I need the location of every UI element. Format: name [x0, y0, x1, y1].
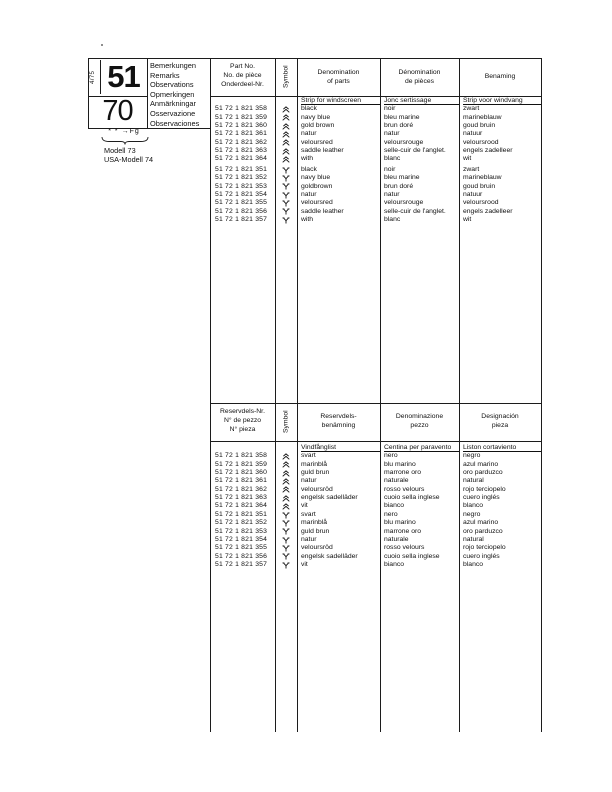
- part-number: 51 72 1 821 357: [215, 561, 268, 569]
- double-chevron-up-icon: [275, 494, 297, 502]
- group-heading: Strip voor windvang: [463, 97, 541, 105]
- header2-top-border: [210, 403, 541, 404]
- description-col2: natur: [384, 130, 400, 138]
- description-col3: wit: [463, 155, 472, 163]
- part-row: [210, 519, 541, 527]
- double-chevron-up-icon: [275, 155, 297, 163]
- reservdels-nr-header-line: Reservdels-Nr.: [220, 408, 265, 415]
- description-col3: zwart: [463, 105, 480, 113]
- description-col1: veloursröd: [301, 485, 333, 493]
- denomination-fr-header: [380, 68, 459, 86]
- group-heading-cell: [459, 444, 541, 452]
- part-row: [210, 216, 541, 224]
- fork-down-icon: [275, 511, 297, 519]
- part-number: 51 72 1 821 362: [215, 485, 268, 493]
- benaming-header: [459, 72, 541, 81]
- group-heading-cell: [297, 444, 380, 452]
- symbol-header-2: Symbol: [282, 410, 290, 434]
- description-col3: natural: [463, 477, 484, 485]
- description-col3: azul marino: [463, 460, 499, 468]
- description-col3: natural: [463, 536, 484, 544]
- reservdels-nr-header-line: N° de pezzo: [223, 417, 262, 424]
- description-col1: natur: [301, 130, 317, 138]
- double-chevron-up-icon: [275, 452, 297, 460]
- table-right-border: [541, 58, 542, 732]
- description-col1: with: [301, 216, 314, 224]
- remarks-label-list: [150, 61, 210, 128]
- description-col1: natur: [301, 191, 317, 199]
- description-col3: cuero inglés: [463, 494, 500, 502]
- designacion-line: Designación: [481, 413, 519, 420]
- description-col2: blu marino: [384, 519, 416, 527]
- group-heading-cell: [380, 444, 459, 452]
- description-col1: engelsk sadelläder: [301, 552, 358, 560]
- description-col2: blu marino: [384, 460, 416, 468]
- double-chevron-up-icon: [275, 486, 297, 494]
- part-row: [210, 166, 541, 174]
- group-heading: Centina per paravento: [384, 444, 459, 452]
- description-col1: svart: [301, 452, 316, 460]
- description-col3: rojo terciopelo: [463, 485, 506, 493]
- description-col2: rosso velours: [384, 544, 425, 552]
- description-col1: engelsk sadelläder: [301, 494, 358, 502]
- part-number: 51 72 1 821 362: [215, 138, 268, 146]
- description-col1: veloursred: [301, 199, 333, 207]
- parts-block-4: [210, 511, 541, 569]
- description-col1: guld brun: [301, 527, 330, 535]
- part-row: [210, 511, 541, 519]
- description-col2: nero: [384, 511, 398, 518]
- fork-down-icon: [275, 561, 297, 569]
- description-col2: rosso velours: [384, 485, 425, 493]
- benaming-header-line: Benaming: [484, 73, 516, 80]
- description-col3: natuur: [463, 130, 483, 138]
- part-number-cell-empty: [210, 97, 275, 105]
- description-col3: blanco: [463, 561, 484, 569]
- description-col3: oro parduzco: [463, 527, 503, 535]
- part-number: 51 72 1 821 363: [215, 147, 268, 155]
- fork-down-icon: [275, 216, 297, 224]
- double-chevron-up-icon: [275, 147, 297, 155]
- description-col3: zwart: [463, 166, 480, 173]
- underbrace-icon: [101, 137, 149, 145]
- part-row: [210, 486, 541, 494]
- partno-header: [210, 62, 275, 89]
- remarks-label: Osservazione: [150, 108, 196, 118]
- fork-down-icon: [275, 536, 297, 544]
- denominazione-line: Denominazione: [395, 413, 444, 420]
- double-chevron-up-icon: [275, 105, 297, 113]
- fork-down-icon: [275, 519, 297, 527]
- part-row: [210, 155, 541, 163]
- header-box-divider: [147, 58, 148, 128]
- part-row: [210, 528, 541, 536]
- description-col2: cuoio sella inglese: [384, 552, 440, 560]
- remarks-label: Remarks: [150, 70, 180, 80]
- description-col2: bleu marine: [384, 174, 420, 182]
- fork-down-icon: [275, 183, 297, 191]
- part-row: [210, 130, 541, 138]
- part-row: [210, 199, 541, 207]
- description-col3: negro: [463, 511, 481, 518]
- group-heading: Jonc sertissage: [384, 97, 459, 105]
- part-row: [210, 494, 541, 502]
- description-col1: natur: [301, 536, 317, 544]
- part-row: [210, 105, 541, 113]
- symbol-cell-empty: [275, 444, 297, 452]
- part-row: [210, 536, 541, 544]
- fork-down-icon: [275, 166, 297, 174]
- part-number: 51 72 1 821 359: [215, 113, 268, 121]
- description-col1: veloursröd: [301, 544, 333, 552]
- denominazione-header: [380, 412, 459, 430]
- description-col1: vit: [301, 561, 308, 569]
- description-col1: marinblå: [301, 460, 328, 468]
- part-number: 51 72 1 821 358: [215, 452, 268, 460]
- description-col2: blanc: [384, 155, 401, 163]
- part-number: 51 72 1 821 351: [215, 511, 268, 518]
- description-col3: goud bruin: [463, 122, 496, 130]
- part-number: 51 72 1 821 363: [215, 494, 268, 502]
- part-number: 51 72 1 821 360: [215, 122, 268, 130]
- double-chevron-up-icon: [275, 502, 297, 510]
- section-number-bottom: 70: [102, 95, 133, 127]
- description-col1: saddle leather: [301, 207, 344, 215]
- description-col3: veloursrood: [463, 138, 499, 146]
- part-number: 51 72 1 821 364: [215, 502, 268, 510]
- part-row: [210, 122, 541, 130]
- denomination-header: [297, 68, 380, 86]
- description-col1: goldbrown: [301, 182, 333, 190]
- description-col3: marineblauw: [463, 113, 502, 121]
- parts-block-2: [210, 166, 541, 224]
- fork-down-icon: [275, 199, 297, 207]
- description-col2: brun doré: [384, 122, 414, 130]
- group-heading-cell: [297, 97, 380, 105]
- double-chevron-up-icon: [275, 461, 297, 469]
- symbol-cell-empty: [275, 97, 297, 105]
- remarks-label: Observations: [150, 80, 194, 90]
- description-col3: goud bruin: [463, 182, 496, 190]
- reservdels-benamning-header: [297, 412, 380, 430]
- description-col2: selle-cuir de l'anglet.: [384, 207, 446, 215]
- description-col3: oro parduzco: [463, 469, 503, 477]
- part-number: 51 72 1 821 359: [215, 460, 268, 468]
- footnote-arrow-label: →Fg: [121, 128, 140, 135]
- description-col3: negro: [463, 452, 481, 460]
- description-col1: black: [301, 105, 317, 113]
- part-row: [210, 114, 541, 122]
- part-number: 51 72 1 821 356: [215, 207, 268, 215]
- description-col3: natuur: [463, 191, 483, 199]
- model-note-line: USA-Modell 74: [104, 155, 154, 165]
- remarks-label: Observaciones: [150, 118, 200, 128]
- fork-down-icon: [275, 553, 297, 561]
- footnote-symbols: [98, 128, 150, 135]
- description-col3: marineblauw: [463, 174, 502, 182]
- footnote-symbol-marks: * *: [108, 128, 119, 135]
- part-row: [210, 147, 541, 155]
- part-row: [210, 477, 541, 485]
- section-number-top: 51: [107, 59, 140, 94]
- reservdels-benamning-line: benämning: [321, 422, 356, 429]
- double-chevron-up-icon: [275, 469, 297, 477]
- description-col2: nero: [384, 452, 398, 460]
- description-col2: marrone oro: [384, 527, 422, 535]
- part-row: [210, 183, 541, 191]
- part-row: [210, 469, 541, 477]
- group-heading-cell: [380, 97, 459, 105]
- part-row: [210, 139, 541, 147]
- description-col1: natur: [301, 477, 317, 485]
- description-col1: black: [301, 166, 317, 173]
- part-number-cell-empty: [210, 444, 275, 452]
- denomination-fr-header-line: Dénomination: [398, 69, 441, 76]
- part-number: 51 72 1 821 355: [215, 544, 268, 552]
- part-number: 51 72 1 821 353: [215, 182, 268, 190]
- description-col2: selle-cuir de l'anglet.: [384, 147, 446, 155]
- description-col3: veloursrood: [463, 199, 499, 207]
- description-col2: marrone oro: [384, 469, 422, 477]
- group-heading: Liston cortaviento: [463, 444, 541, 452]
- part-row: [210, 553, 541, 561]
- header2-bottom-border: [210, 441, 541, 442]
- model-note-line: Modell 73: [104, 146, 136, 155]
- symbol-header: Symbol: [282, 65, 290, 89]
- parts-block-3: [210, 444, 541, 511]
- denominazione-line: pezzo: [410, 422, 429, 429]
- description-col2: natur: [384, 191, 400, 199]
- description-col1: vit: [301, 502, 308, 510]
- part-number: 51 72 1 821 352: [215, 174, 268, 182]
- designacion-header: [459, 412, 541, 430]
- group-heading: Vindfånglist: [301, 444, 380, 452]
- scan-speck: [101, 44, 103, 46]
- part-row: [210, 502, 541, 510]
- part-number: 51 72 1 821 364: [215, 155, 268, 163]
- part-number: 51 72 1 821 361: [215, 477, 268, 485]
- double-chevron-up-icon: [275, 122, 297, 130]
- part-number: 51 72 1 821 360: [215, 469, 268, 477]
- description-col2: noir: [384, 166, 396, 173]
- description-col3: cuero inglés: [463, 552, 500, 560]
- description-col1: guld brun: [301, 469, 330, 477]
- description-col2: blanc: [384, 216, 401, 224]
- part-number: 51 72 1 821 351: [215, 166, 268, 173]
- description-col1: marinblå: [301, 519, 328, 527]
- part-row: [210, 191, 541, 199]
- description-col2: naturale: [384, 536, 409, 544]
- fork-down-icon: [275, 208, 297, 216]
- description-col2: veloursrouge: [384, 199, 424, 207]
- denomination-fr-header-line: de pièces: [404, 78, 435, 85]
- part-row: [210, 461, 541, 469]
- remarks-label: Anmärkningar: [150, 99, 197, 109]
- part-row: [210, 561, 541, 569]
- part-number: 51 72 1 821 358: [215, 105, 268, 113]
- description-col1: with: [301, 155, 314, 163]
- reservdels-nr-header-line: N° pieza: [229, 426, 256, 433]
- description-col2: veloursrouge: [384, 138, 424, 146]
- description-col3: rojo terciopelo: [463, 544, 506, 552]
- fork-down-icon: [275, 191, 297, 199]
- description-col2: bleu marine: [384, 113, 420, 121]
- part-row: [210, 452, 541, 460]
- group-heading-row: [210, 97, 541, 105]
- denomination-header-line: of parts: [327, 78, 350, 85]
- double-chevron-up-icon: [275, 139, 297, 147]
- issue-number: 4/75: [89, 70, 96, 84]
- part-row: [210, 208, 541, 216]
- description-col1: navy blue: [301, 113, 331, 121]
- description-col1: saddle leather: [301, 147, 344, 155]
- group-heading: Strip for windscreen: [301, 97, 380, 105]
- description-col3: blanco: [463, 502, 484, 510]
- part-number: 51 72 1 821 352: [215, 519, 268, 527]
- fork-down-icon: [275, 544, 297, 552]
- description-col2: naturale: [384, 477, 409, 485]
- designacion-line: pieza: [491, 422, 509, 429]
- description-col1: veloursred: [301, 138, 333, 146]
- double-chevron-up-icon: [275, 477, 297, 485]
- description-col3: engels zadelleer: [463, 147, 513, 155]
- description-col2: bianco: [384, 502, 405, 510]
- part-number: 51 72 1 821 356: [215, 552, 268, 560]
- description-col1: gold brown: [301, 122, 335, 130]
- part-row: [210, 544, 541, 552]
- description-col2: bianco: [384, 561, 405, 569]
- double-chevron-up-icon: [275, 114, 297, 122]
- description-col3: wit: [463, 216, 472, 224]
- model-note: [104, 146, 153, 164]
- denomination-header-line: Denomination: [317, 69, 360, 76]
- description-col1: navy blue: [301, 174, 331, 182]
- part-number: 51 72 1 821 354: [215, 536, 268, 544]
- double-chevron-up-icon: [275, 130, 297, 138]
- description-col1: svart: [301, 511, 316, 518]
- group-heading-row: [210, 444, 541, 452]
- remarks-label: Bemerkungen: [150, 61, 197, 70]
- part-number: 51 72 1 821 355: [215, 199, 268, 207]
- partno-header-line: No. de pièce: [223, 72, 262, 79]
- reservdels-benamning-line: Reservdels-: [320, 413, 357, 420]
- remarks-label: Opmerkingen: [150, 89, 195, 99]
- partno-header-line: Onderdeel-Nr.: [221, 81, 264, 88]
- group-heading-cell: [459, 97, 541, 105]
- partno-header-line: Part No.: [230, 63, 255, 70]
- table-top-border: [88, 58, 541, 59]
- description-col2: cuoio sella inglese: [384, 494, 440, 502]
- description-col2: noir: [384, 105, 396, 113]
- description-col2: brun doré: [384, 182, 414, 190]
- part-number: 51 72 1 821 354: [215, 191, 268, 199]
- parts-block-1: [210, 97, 541, 164]
- description-col3: azul marino: [463, 519, 499, 527]
- fork-down-icon: [275, 528, 297, 536]
- reservdels-nr-header: [210, 407, 275, 434]
- part-number: 51 72 1 821 361: [215, 130, 268, 138]
- part-row: [210, 174, 541, 182]
- fork-down-icon: [275, 174, 297, 182]
- part-number: 51 72 1 821 353: [215, 527, 268, 535]
- part-number: 51 72 1 821 357: [215, 216, 268, 224]
- description-col3: engels zadelleer: [463, 207, 513, 215]
